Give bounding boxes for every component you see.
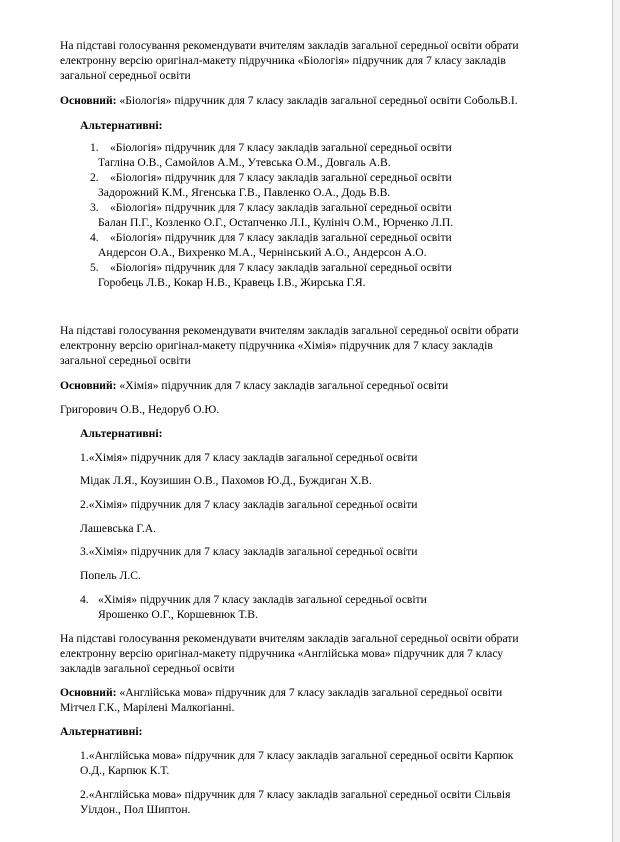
list-item-number: 4. [90, 231, 99, 244]
list-item-text: О.Д., Карпюк К.Т. [80, 764, 170, 777]
list-item-authors: Андерсон О.А., Вихренко М.А., Чернінський А.О., Андерсон А.О. [98, 246, 427, 259]
list-item-number: 4. [80, 593, 89, 606]
biology-alt-heading: Альтернативні: [80, 119, 163, 132]
list-item-authors: Лашевська Г.А. [80, 522, 156, 535]
list-item-text: 2.«Англійська мова» підручник для 7 класу закладів загальної середньої освіти Сільвія [80, 788, 511, 801]
list-item-title: «Біологія» підручник для 7 класу закладів загальної середньої освіти [110, 201, 452, 214]
list-item-title: «Хімія» підручник для 7 класу закладів загальної середньої освіти [98, 593, 427, 606]
list-item-title: «Біологія» підручник для 7 класу закладів загальної середньої освіти [110, 261, 452, 274]
english-intro-line: електронну версію оригінал-макету підручника «Англійська мова» підручник для 7 класу [60, 647, 504, 660]
list-item-number: 3. [90, 201, 99, 214]
list-item-text: Уілдон., Пол Шиптон. [80, 803, 191, 816]
english-intro-line: закладів загальної середньої освіти [60, 662, 235, 675]
chemistry-main-authors: Григорович О.В., Недоруб О.Ю. [60, 403, 220, 416]
list-item-title: 2.«Хімія» підручник для 7 класу закладів загальної середньої освіти [80, 498, 418, 511]
list-item-number: 1. [90, 141, 99, 154]
list-item-authors: Ярошенко О.Г., Коршевнюк Т.В. [98, 608, 258, 621]
english-alt-heading: Альтернативні: [60, 725, 143, 738]
english-main-authors: Мітчел Г.К., Марілені Малкогіанні. [60, 701, 235, 714]
main-label: Основний: [60, 379, 117, 392]
list-item-authors: Балан П.Г., Козленко О.Г., Остапченко Л.І., Кулініч О.М., Юрченко Л.П. [98, 216, 454, 229]
chemistry-intro-line: На підставі голосування рекомендувати вчителям закладів загальної середньої освіти обрати [60, 324, 519, 337]
main-text: «Хімія» підручник для 7 класу закладів загальної середньої освіти [116, 379, 449, 392]
list-item-title: 1.«Хімія» підручник для 7 класу закладів загальної середньої освіти [80, 451, 418, 464]
main-text: «Біологія» підручник для 7 класу закладів загальної середньої освіти СобольВ.І. [116, 94, 518, 107]
list-item-authors: Горобець Л.В., Кокар Н.В., Кравець І.В., Жирська Г.Я. [98, 276, 366, 289]
list-item-number: 5. [90, 261, 99, 274]
list-item-authors: Задорожний К.М., Ягенська Г.В., Павленко О.А., Додь В.В. [98, 186, 391, 199]
main-label: Основний: [60, 686, 117, 699]
chemistry-main-textbook [60, 378, 448, 393]
english-intro-line: На підставі голосування рекомендувати вчителям закладів загальної середньої освіти обрати [60, 632, 519, 645]
page-shade [613, 0, 620, 842]
biology-intro-line: На підставі голосування рекомендувати вчителям закладів загальної середньої освіти обрати [60, 39, 519, 52]
biology-intro-line: електронну версію оригінал-макету підручника «Біологія» підручник для 7 класу закладів [60, 54, 506, 67]
list-item-authors: Попель Л.С. [80, 569, 141, 582]
list-item-title: «Біологія» підручник для 7 класу закладів загальної середньої освіти [110, 231, 452, 244]
chemistry-alt-heading: Альтернативні: [80, 427, 163, 440]
main-text: «Англійська мова» підручник для 7 класу закладів загальної середньої освіти [116, 686, 503, 699]
list-item-text: 1.«Англійська мова» підручник для 7 класу закладів загальної середньої освіти Карпюк [80, 749, 514, 762]
biology-main-textbook [60, 93, 518, 108]
chemistry-intro-line: електронну версію оригінал-макету підручника «Хімія» підручник для 7 класу закладів [60, 339, 493, 352]
chemistry-intro-line: загальної середньої освіти [60, 354, 191, 367]
list-item-authors: Мідак Л.Я., Коузишин О.В., Пахомов Ю.Д., Буждиган Х.В. [80, 474, 372, 487]
list-item-authors: Тагліна О.В., Самойлов А.М., Утевська О.М., Довгаль А.В. [98, 156, 391, 169]
list-item-title: «Біологія» підручник для 7 класу закладів загальної середньої освіти [110, 171, 452, 184]
main-label: Основний: [60, 94, 117, 107]
list-item-title: 3.«Хімія» підручник для 7 класу закладів загальної середньої освіти [80, 545, 418, 558]
english-main-textbook [60, 685, 502, 700]
list-item-number: 2. [90, 171, 99, 184]
biology-intro-line: загальної середньої освіти [60, 69, 191, 82]
list-item-title: «Біологія» підручник для 7 класу закладів загальної середньої освіти [110, 141, 452, 154]
